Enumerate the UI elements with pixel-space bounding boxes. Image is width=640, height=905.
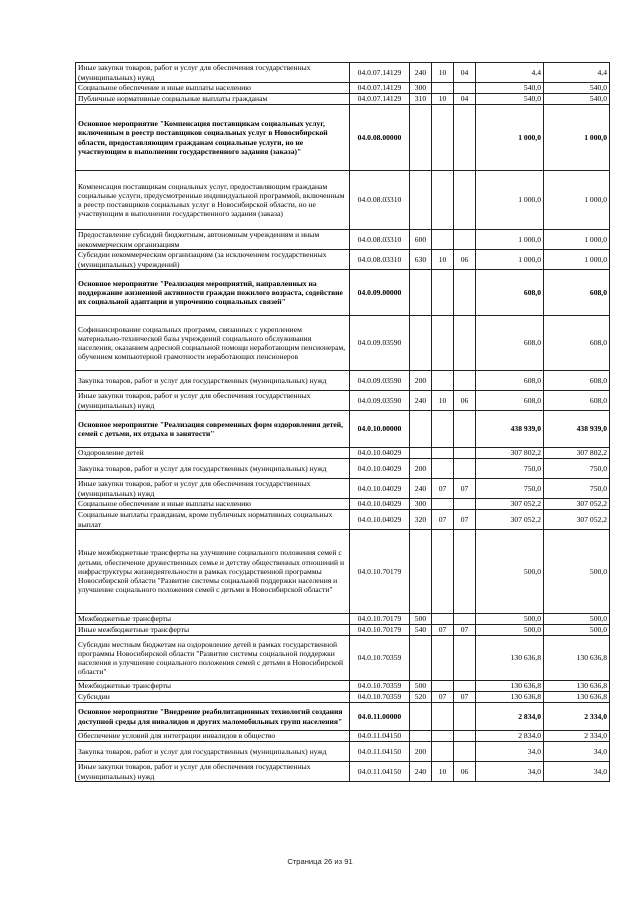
row-expense-type: 500 [410, 681, 432, 692]
row-subsection [454, 499, 476, 510]
row-amount-first-year: 1 000,0 [476, 230, 544, 250]
row-expense-type: 500 [410, 614, 432, 625]
row-name: Софинансирование социальных программ, связанных с укреплением материально-технической базы учреждений социального обслуживания населения, оказанием адресной социальной помощи неработающим пенсионерам, обучением компьютерной грамотности неработающих пенсионеров [76, 316, 350, 371]
table-row [76, 614, 610, 625]
row-amount-first-year: 34,0 [476, 742, 544, 762]
row-section: 10 [432, 250, 454, 270]
row-name: Иные межбюджетные трансферты на улучшение социального положения семей с детьми, обеспечение дружественных семье и детству общественных отношений и инфраструктуры жизнедеятельности в рамках государственной программы Новосибирской области "Развитие системы социальной поддержки населения и улучшение социального положения семей с детьми в Новосибирской области" [76, 530, 350, 614]
row-expense-type: 300 [410, 499, 432, 510]
row-name: Социальное обеспечение и иные выплаты населению [76, 83, 350, 94]
row-amount-first-year: 307 052,2 [476, 510, 544, 530]
row-name: Межбюджетные трансферты [76, 614, 350, 625]
table-row [76, 636, 610, 681]
row-amount-first-year: 500,0 [476, 625, 544, 636]
row-subsection: 07 [454, 625, 476, 636]
row-amount-first-year: 130 636,8 [476, 692, 544, 703]
row-amount-second-year: 500,0 [544, 530, 610, 614]
row-target-code: 04.0.09.00000 [350, 270, 410, 316]
row-expense-type [410, 270, 432, 316]
row-expense-type [410, 105, 432, 171]
page-number: Страница 26 из 91 [287, 857, 353, 866]
row-amount-second-year: 438 939,0 [544, 411, 610, 448]
row-amount-second-year: 130 636,8 [544, 636, 610, 681]
row-section [432, 316, 454, 371]
row-name: Основное мероприятие "Компенсация поставщикам социальных услуг, включенным в реестр поставщиков социальных услуг в Новосибирской области, предоставляющим гражданам социальные услуги, но не участвующим в выполнении государственного задания (заказа)" [76, 105, 350, 171]
row-amount-first-year: 750,0 [476, 459, 544, 479]
row-amount-second-year: 307 802,2 [544, 448, 610, 459]
row-subsection [454, 530, 476, 614]
row-subsection: 06 [454, 391, 476, 411]
row-name: Иные закупки товаров, работ и услуг для обеспечения государственных (муниципальных) нужд [76, 63, 350, 83]
row-amount-second-year: 1 000,0 [544, 250, 610, 270]
row-subsection [454, 742, 476, 762]
row-subsection [454, 614, 476, 625]
row-expense-type [410, 171, 432, 230]
row-amount-second-year: 34,0 [544, 742, 610, 762]
row-amount-second-year: 2 334,0 [544, 703, 610, 731]
row-amount-first-year: 130 636,8 [476, 681, 544, 692]
row-section: 10 [432, 762, 454, 782]
row-name: Социальные выплаты гражданам, кроме публичных нормативных социальных выплат [76, 510, 350, 530]
row-section [432, 499, 454, 510]
row-amount-second-year: 1 000,0 [544, 171, 610, 230]
table-row [76, 499, 610, 510]
row-target-code: 04.0.08.03310 [350, 230, 410, 250]
row-subsection: 07 [454, 510, 476, 530]
row-amount-second-year: 307 052,2 [544, 510, 610, 530]
row-subsection [454, 703, 476, 731]
row-amount-first-year: 500,0 [476, 614, 544, 625]
row-amount-second-year: 4,4 [544, 63, 610, 83]
row-subsection [454, 681, 476, 692]
table-row [76, 703, 610, 731]
row-section [432, 171, 454, 230]
row-target-code: 04.0.10.70179 [350, 530, 410, 614]
row-section [432, 742, 454, 762]
row-subsection [454, 731, 476, 742]
row-expense-type [410, 448, 432, 459]
table-row [76, 530, 610, 614]
table-row [76, 731, 610, 742]
row-target-code: 04.0.10.00000 [350, 411, 410, 448]
row-subsection [454, 636, 476, 681]
table-row [76, 391, 610, 411]
row-section [432, 459, 454, 479]
row-target-code: 04.0.10.70359 [350, 636, 410, 681]
row-name: Предоставление субсидий бюджетным, автономным учреждениям и иным некоммерческим организациям [76, 230, 350, 250]
row-amount-second-year: 307 052,2 [544, 499, 610, 510]
row-amount-first-year: 34,0 [476, 762, 544, 782]
row-name: Субсидии [76, 692, 350, 703]
row-amount-second-year: 2 334,0 [544, 731, 610, 742]
row-expense-type: 240 [410, 391, 432, 411]
row-amount-first-year: 540,0 [476, 94, 544, 105]
row-section [432, 530, 454, 614]
row-amount-first-year: 1 000,0 [476, 171, 544, 230]
row-target-code: 04.0.10.04029 [350, 459, 410, 479]
row-section [432, 230, 454, 250]
row-target-code: 04.0.09.03590 [350, 371, 410, 391]
table-row [76, 171, 610, 230]
row-target-code: 04.0.11.04150 [350, 762, 410, 782]
row-name: Межбюджетные трансферты [76, 681, 350, 692]
row-expense-type: 240 [410, 479, 432, 499]
row-amount-second-year: 34,0 [544, 762, 610, 782]
row-amount-second-year: 130 636,8 [544, 692, 610, 703]
row-section [432, 448, 454, 459]
row-name: Иные закупки товаров, работ и услуг для обеспечения государственных (муниципальных) нужд [76, 479, 350, 499]
row-target-code: 04.0.09.03590 [350, 316, 410, 371]
row-target-code: 04.0.08.00000 [350, 105, 410, 171]
row-expense-type: 520 [410, 692, 432, 703]
row-expense-type: 200 [410, 371, 432, 391]
row-name: Иные межбюджетные трансферты [76, 625, 350, 636]
table-row [76, 83, 610, 94]
row-expense-type: 320 [410, 510, 432, 530]
table-row [76, 94, 610, 105]
table-row [76, 625, 610, 636]
row-expense-type: 630 [410, 250, 432, 270]
row-expense-type: 600 [410, 230, 432, 250]
row-subsection: 06 [454, 250, 476, 270]
row-amount-first-year: 1 000,0 [476, 250, 544, 270]
row-section: 07 [432, 510, 454, 530]
row-amount-second-year: 500,0 [544, 625, 610, 636]
row-subsection [454, 316, 476, 371]
row-section [432, 105, 454, 171]
row-amount-first-year: 1 000,0 [476, 105, 544, 171]
row-name: Обеспечение условий для интеграции инвалидов в общество [76, 731, 350, 742]
row-expense-type: 310 [410, 94, 432, 105]
row-name: Иные закупки товаров, работ и услуг для обеспечения государственных (муниципальных) нужд [76, 762, 350, 782]
row-section [432, 731, 454, 742]
row-subsection [454, 105, 476, 171]
row-amount-first-year: 608,0 [476, 371, 544, 391]
row-subsection: 07 [454, 692, 476, 703]
row-name: Оздоровление детей [76, 448, 350, 459]
row-section [432, 371, 454, 391]
row-expense-type: 300 [410, 83, 432, 94]
row-name: Иные закупки товаров, работ и услуг для обеспечения государственных (муниципальных) нужд [76, 391, 350, 411]
row-amount-first-year: 608,0 [476, 391, 544, 411]
row-target-code: 04.0.10.04029 [350, 499, 410, 510]
row-name: Субсидии местным бюджетам на оздоровление детей в рамках государственной программы Новосибирской области "Развитие системы социальной поддержки населения и улучшение социального положения семей с детьми в Новосибирской области" [76, 636, 350, 681]
row-expense-type [410, 731, 432, 742]
budget-table [75, 62, 610, 782]
row-section: 10 [432, 391, 454, 411]
row-target-code: 04.0.11.00000 [350, 703, 410, 731]
row-amount-second-year: 540,0 [544, 83, 610, 94]
table-row [76, 510, 610, 530]
row-subsection [454, 411, 476, 448]
row-target-code: 04.0.08.03310 [350, 250, 410, 270]
row-section [432, 411, 454, 448]
row-subsection [454, 171, 476, 230]
row-expense-type: 540 [410, 625, 432, 636]
row-amount-first-year: 130 636,8 [476, 636, 544, 681]
table-row [76, 742, 610, 762]
row-section [432, 614, 454, 625]
row-target-code: 04.0.07.14129 [350, 63, 410, 83]
row-name: Закупка товаров, работ и услуг для государственных (муниципальных) нужд [76, 459, 350, 479]
table-row [76, 681, 610, 692]
row-section: 07 [432, 692, 454, 703]
table-row [76, 411, 610, 448]
row-subsection [454, 448, 476, 459]
row-target-code: 04.0.11.04150 [350, 742, 410, 762]
row-expense-type [410, 636, 432, 681]
row-amount-second-year: 608,0 [544, 371, 610, 391]
row-amount-first-year: 2 834,0 [476, 703, 544, 731]
row-section [432, 636, 454, 681]
row-section [432, 270, 454, 316]
row-subsection [454, 270, 476, 316]
table-row [76, 448, 610, 459]
row-amount-first-year: 307 802,2 [476, 448, 544, 459]
row-subsection [454, 230, 476, 250]
row-section [432, 703, 454, 731]
row-amount-first-year: 4,4 [476, 63, 544, 83]
row-section: 07 [432, 625, 454, 636]
row-target-code: 04.0.09.03590 [350, 391, 410, 411]
table-row [76, 762, 610, 782]
row-amount-first-year: 608,0 [476, 270, 544, 316]
row-expense-type [410, 411, 432, 448]
row-amount-first-year: 540,0 [476, 83, 544, 94]
row-subsection [454, 459, 476, 479]
row-expense-type [410, 316, 432, 371]
row-name: Закупка товаров, работ и услуг для государственных (муниципальных) нужд [76, 742, 350, 762]
row-name: Основное мероприятие "Реализация мероприятий, направленных на поддержание жизненной активности граждан пожилого возраста, содействие их социальной адаптации и упрочению социальных связей" [76, 270, 350, 316]
row-target-code: 04.0.10.04029 [350, 448, 410, 459]
row-target-code: 04.0.10.04029 [350, 479, 410, 499]
row-amount-first-year: 500,0 [476, 530, 544, 614]
row-target-code: 04.0.10.70179 [350, 614, 410, 625]
row-section: 07 [432, 479, 454, 499]
row-subsection [454, 83, 476, 94]
row-amount-second-year: 750,0 [544, 479, 610, 499]
row-expense-type: 200 [410, 459, 432, 479]
row-section: 10 [432, 94, 454, 105]
row-target-code: 04.0.10.04029 [350, 510, 410, 530]
row-amount-second-year: 608,0 [544, 391, 610, 411]
budget-table-body [76, 63, 610, 782]
row-target-code: 04.0.10.70359 [350, 692, 410, 703]
row-subsection: 06 [454, 762, 476, 782]
row-subsection: 04 [454, 94, 476, 105]
table-row [76, 316, 610, 371]
table-row [76, 63, 610, 83]
row-name: Основное мероприятие "Реализация современных форм оздоровления детей, семей с детьми, их отдыха и занятости" [76, 411, 350, 448]
row-section [432, 83, 454, 94]
table-row [76, 371, 610, 391]
row-target-code: 04.0.08.03310 [350, 171, 410, 230]
table-row [76, 692, 610, 703]
row-name: Закупка товаров, работ и услуг для государственных (муниципальных) нужд [76, 371, 350, 391]
row-expense-type [410, 530, 432, 614]
row-amount-first-year: 438 939,0 [476, 411, 544, 448]
row-target-code: 04.0.10.70179 [350, 625, 410, 636]
row-amount-second-year: 608,0 [544, 270, 610, 316]
row-name: Компенсация поставщикам социальных услуг, предоставляющим гражданам социальные услуги, предусмотренные индивидуальной программой, включенным в реестр поставщиков социальных услуг в Новосибирской области, но не участвующим в выполнении государственного задания (заказа) [76, 171, 350, 230]
row-name: Социальное обеспечение и иные выплаты населению [76, 499, 350, 510]
row-section [432, 681, 454, 692]
row-amount-second-year: 500,0 [544, 614, 610, 625]
row-target-code: 04.0.07.14129 [350, 94, 410, 105]
row-amount-first-year: 750,0 [476, 479, 544, 499]
row-subsection: 07 [454, 479, 476, 499]
table-row [76, 250, 610, 270]
table-row [76, 270, 610, 316]
row-amount-second-year: 608,0 [544, 316, 610, 371]
row-name: Публичные нормативные социальные выплаты гражданам [76, 94, 350, 105]
row-expense-type: 240 [410, 762, 432, 782]
row-amount-second-year: 1 000,0 [544, 230, 610, 250]
row-target-code: 04.0.10.70359 [350, 681, 410, 692]
row-subsection [454, 371, 476, 391]
row-expense-type: 200 [410, 742, 432, 762]
row-amount-second-year: 1 000,0 [544, 105, 610, 171]
row-amount-second-year: 540,0 [544, 94, 610, 105]
row-section: 10 [432, 63, 454, 83]
row-name: Основное мероприятие "Внедрение реабилитационных технологий создания доступной среды для инвалидов и других маломобильных групп населения" [76, 703, 350, 731]
row-name: Субсидии некоммерческим организациям (за исключением государственных (муниципальных) учреждений) [76, 250, 350, 270]
table-row [76, 105, 610, 171]
row-expense-type: 240 [410, 63, 432, 83]
row-amount-second-year: 750,0 [544, 459, 610, 479]
table-row [76, 479, 610, 499]
row-subsection: 04 [454, 63, 476, 83]
row-amount-first-year: 608,0 [476, 316, 544, 371]
table-row [76, 230, 610, 250]
row-target-code: 04.0.07.14129 [350, 83, 410, 94]
row-amount-first-year: 2 834,0 [476, 731, 544, 742]
table-row [76, 459, 610, 479]
row-target-code: 04.0.11.04150 [350, 731, 410, 742]
row-amount-first-year: 307 052,2 [476, 499, 544, 510]
row-expense-type [410, 703, 432, 731]
row-amount-second-year: 130 636,8 [544, 681, 610, 692]
